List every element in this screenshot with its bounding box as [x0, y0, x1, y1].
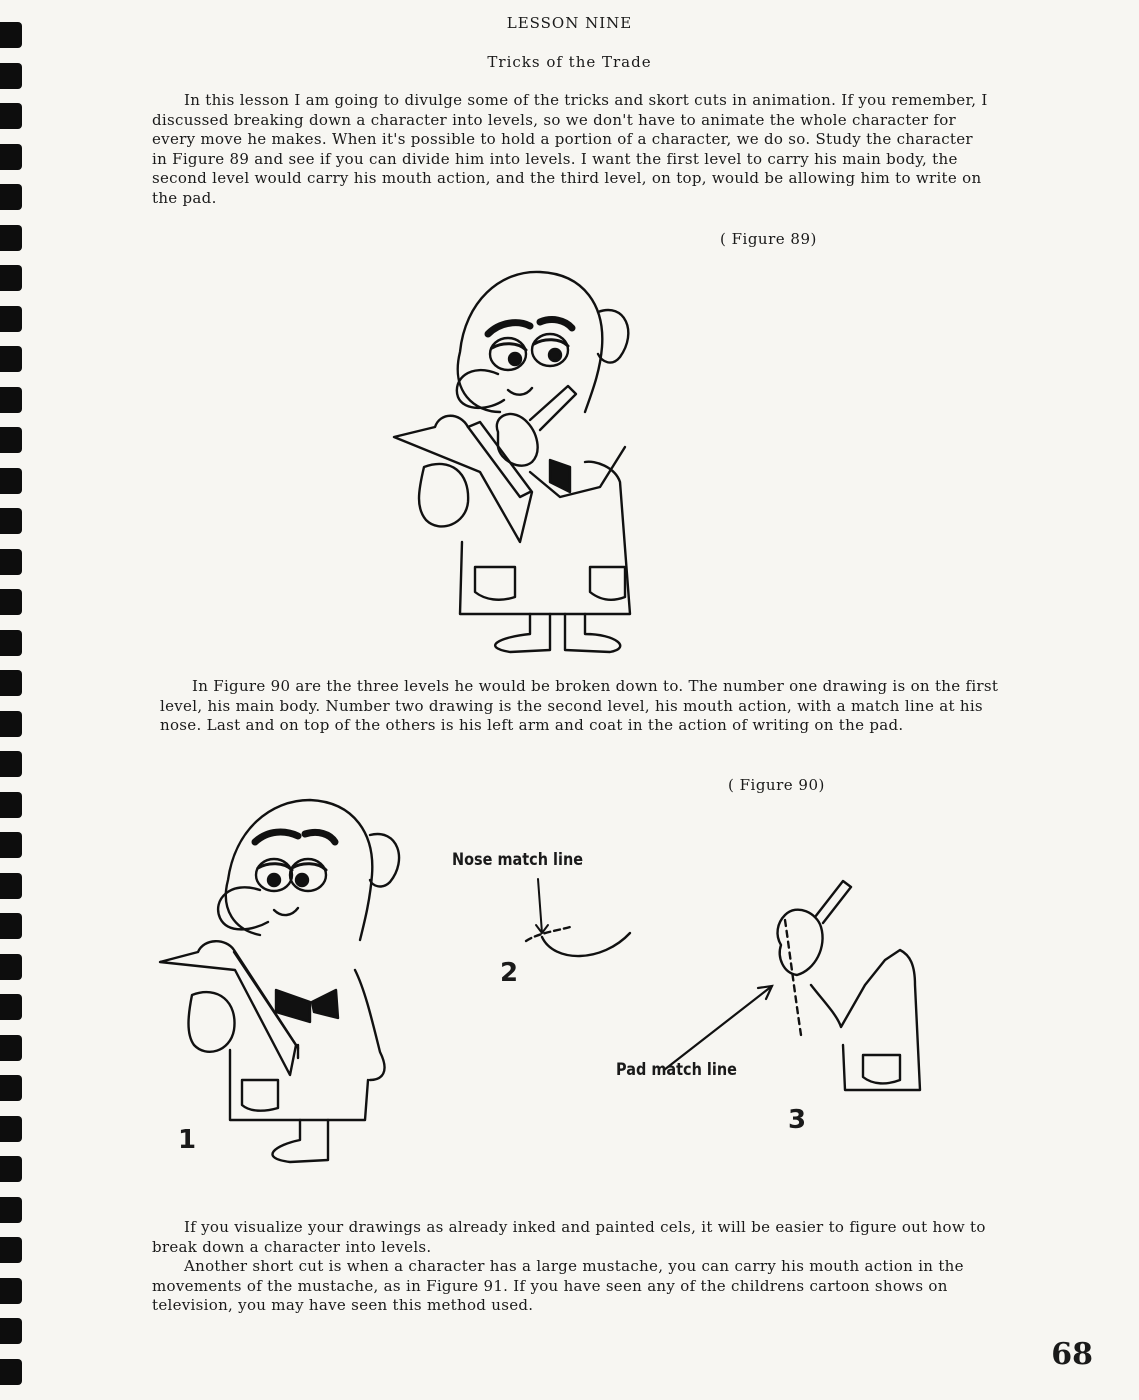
binding-hole	[0, 1237, 22, 1263]
binding-hole	[0, 630, 22, 656]
binding-hole	[0, 265, 22, 291]
binding-hole	[0, 589, 22, 615]
binding-hole	[0, 549, 22, 575]
binding-hole	[0, 751, 22, 777]
binding-hole	[0, 711, 22, 737]
level-number-2: 2	[500, 958, 519, 988]
binding-hole	[0, 427, 22, 453]
binding-hole	[0, 994, 22, 1020]
paragraph-closing	[152, 1218, 992, 1316]
binding-hole	[0, 387, 22, 413]
binding-hole	[0, 1359, 22, 1385]
binding-hole	[0, 1278, 22, 1304]
binding-hole	[0, 225, 22, 251]
paragraph-closing-text-2: Another short cut is when a character has a large mustache, you can carry his mouth action in the movements of the mustache, as in Figure 91. If you have seen any of the childrens cartoon shows on television, you may have seen this method used.	[152, 1257, 964, 1314]
figure-89-caption: ( Figure 89)	[720, 230, 817, 248]
paragraph-intro-text: In this lesson I am going to divulge some of the tricks and skort cuts in animation. If you remember, I discussed breaking down a character into levels, so we don't have to animate the whole character for every move he makes. When it's possible to hold a portion of a character, we do so. Study the character in Figure 89 and see if you can divide him into levels. I want the first level to carry his main body, the second level would carry his mouth action, and the third level, on top, would be allowing him to write on the pad.	[152, 91, 988, 207]
figure-90-drawing-3-arm-coat	[755, 875, 925, 1105]
binding-hole	[0, 346, 22, 372]
binding-hole	[0, 184, 22, 210]
figure-89-illustration	[380, 262, 660, 654]
binding-hole	[0, 954, 22, 980]
level-number-1: 1	[178, 1125, 197, 1155]
figure-90-drawing-1-main-body	[150, 790, 450, 1180]
paragraph-closing-text-1: If you visualize your drawings as already inked and painted cels, it will be easier to figure out how to break down a character into levels.	[152, 1218, 986, 1256]
figure-90-drawing-2-mouth	[520, 875, 640, 955]
figure-90-caption: ( Figure 90)	[728, 776, 825, 794]
level-number-3: 3	[788, 1105, 807, 1135]
binding-hole	[0, 306, 22, 332]
binding-hole	[0, 913, 22, 939]
binding-hole	[0, 873, 22, 899]
binding-hole	[0, 508, 22, 534]
spiral-binding	[0, 0, 26, 1400]
pad-match-line-label: Pad match line	[616, 1060, 737, 1080]
page-number: 68	[1051, 1337, 1093, 1372]
nose-match-line-label: Nose match line	[452, 850, 584, 870]
binding-hole	[0, 1035, 22, 1061]
binding-hole	[0, 832, 22, 858]
binding-hole	[0, 144, 22, 170]
paragraph-levels-text: In Figure 90 are the three levels he would be broken down to. The number one drawing is on the first level, his main body. Number two drawing is the second level, his mouth action, with a match line at his nose. Last and on top of the others is his left arm and coat in the action of writing on the pad.	[160, 677, 999, 734]
paragraph-levels	[160, 677, 1015, 736]
binding-hole	[0, 103, 22, 129]
binding-hole	[0, 670, 22, 696]
binding-hole	[0, 1116, 22, 1142]
paragraph-intro	[152, 91, 990, 208]
binding-hole	[0, 1197, 22, 1223]
lesson-heading: LESSON NINE	[506, 14, 633, 32]
binding-hole	[0, 1075, 22, 1101]
binding-hole	[0, 468, 22, 494]
binding-hole	[0, 1156, 22, 1182]
binding-hole	[0, 1318, 22, 1344]
binding-hole	[0, 792, 22, 818]
lesson-title: Tricks of the Trade	[487, 53, 652, 71]
